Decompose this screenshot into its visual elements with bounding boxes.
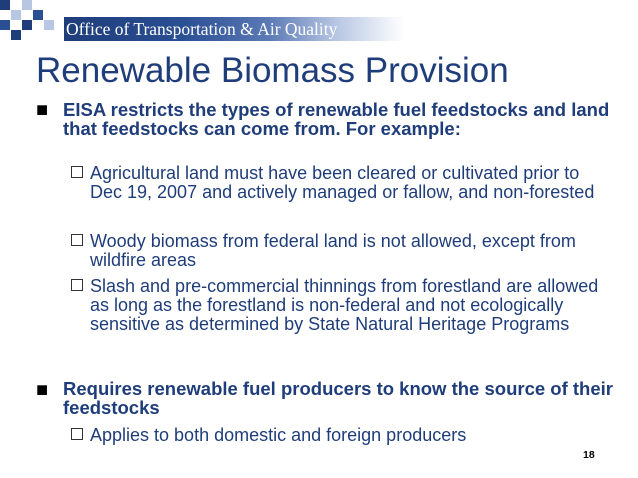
office-name: Office of Transportation & Air Quality (66, 19, 338, 39)
square-icon (22, 0, 32, 10)
hollow-square-icon (71, 428, 83, 440)
square-icon (44, 20, 54, 30)
square-icon (22, 20, 32, 30)
subbullet-text: Woody biomass from federal land is not allowed, except from wildfire areas (90, 231, 576, 270)
square-icon (0, 0, 10, 10)
square-icon (0, 20, 10, 30)
decorative-squares (0, 0, 64, 40)
filled-square-icon: ■ (36, 379, 49, 401)
subbullet-text: Agricultural land must have been cleared or cultivated prior to Dec 19, 2007 and actively managed or fallow, and non-forested (90, 163, 595, 202)
page-number: 18 (583, 449, 595, 461)
square-icon (11, 10, 21, 20)
hollow-square-icon (71, 234, 83, 246)
bullet-text: EISA restricts the types of renewable fuel feedstocks and land that feedstocks can come from. For example: (63, 99, 610, 139)
bullet-text: Requires renewable fuel producers to know the source of their feedstocks (63, 378, 613, 418)
square-icon (33, 10, 43, 20)
square-icon (11, 30, 21, 40)
hollow-square-icon (71, 166, 83, 178)
slide-title: Renewable Biomass Provision (36, 51, 509, 90)
hollow-square-icon (71, 279, 83, 291)
subbullet-text: Slash and pre-commercial thinnings from forestland are allowed as long as the forestland is non-federal and not ecologically sensitive as determined by State Natural Heritage Programs (90, 276, 599, 334)
subbullet-text: Applies to both domestic and foreign producers (90, 425, 467, 445)
filled-square-icon: ■ (36, 99, 49, 121)
